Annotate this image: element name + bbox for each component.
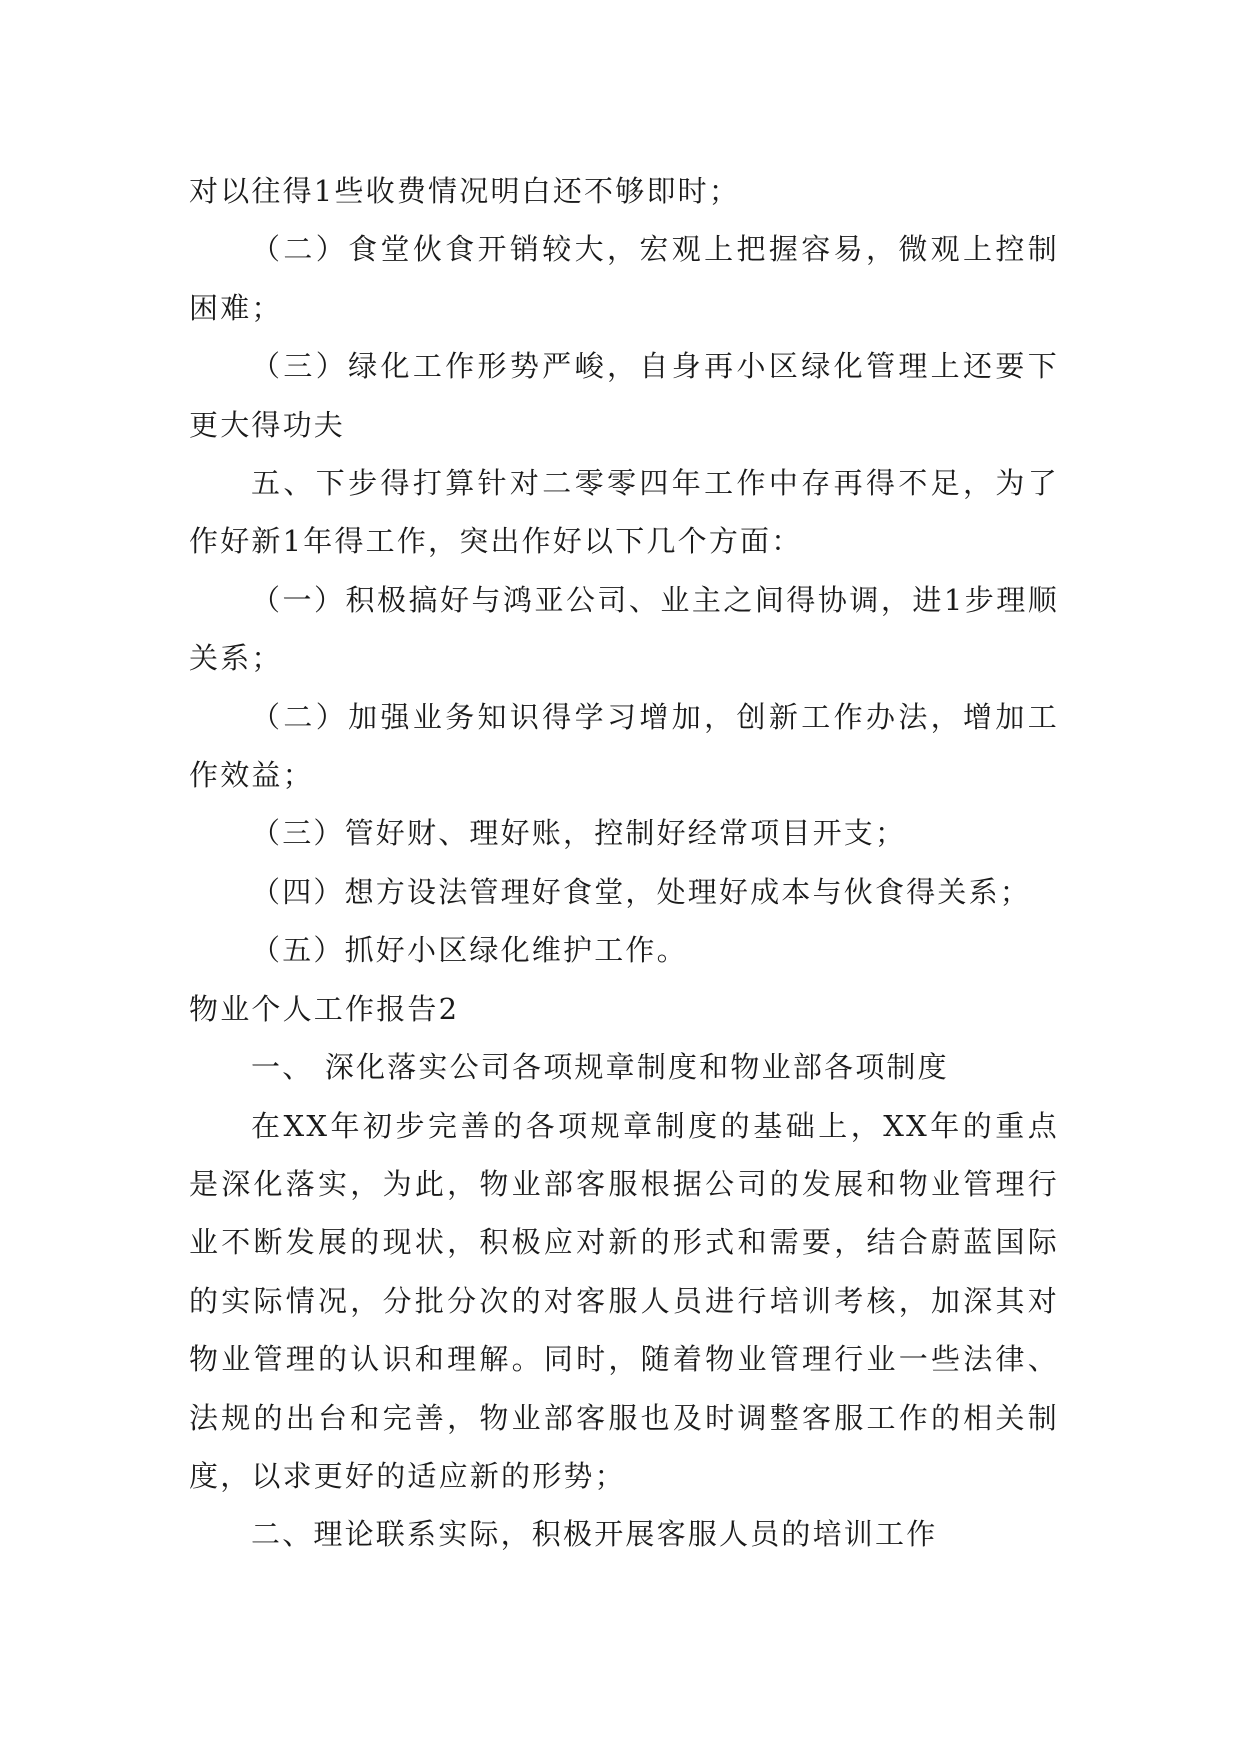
- section-title: 物业个人工作报告2: [189, 991, 460, 1026]
- paragraph-1: 对以往得1些收费情况明白还不够即时；: [189, 174, 741, 208]
- paragraph-6: （二）加强业务知识得学习增加，创新工作办法，增加工作效益；: [189, 699, 1059, 793]
- paragraph-11: 一、 深化落实公司各项规章制度和物业部各项制度: [251, 1050, 949, 1085]
- paragraph-4: 五、下步得打算针对二零零四年工作中存再得不足，为了作好新1年得工作，突出作好以下几个方面：: [189, 466, 1059, 559]
- paragraph-5: （一）积极搞好与鸿亚公司、业主之间得协调，进1步理顺关系；: [189, 582, 1059, 676]
- paragraph-12: 在XX年初步完善的各项规章制度的基础上，XX年的重点是深化落实，为此，物业部客服根据公司的发展和物业管理行业不断发展的现状，积极应对新的形式和需要，结合蔚蓝国际的实际情况，分批分次的对客服人员进行培训考核，加深其对物业管理的认识和理解。同时，随着物业管理行业一些法律、法规的出台和完善，物业部客服也及时调整客服工作的相关制度，以求更好的适应新的形势；: [189, 1108, 1059, 1493]
- paragraph-9: （五）抓好小区绿化维护工作。: [251, 933, 688, 968]
- paragraph-13: 二、理论联系实际，积极开展客服人员的培训工作: [251, 1517, 938, 1552]
- paragraph-3: （三）绿化工作形势严峻，自身再小区绿化管理上还要下更大得功夫: [189, 349, 1059, 442]
- document-body: [189, 162, 1059, 1564]
- paragraph-2: （二）食堂伙食开销较大，宏观上把握容易，微观上控制困难；: [189, 232, 1059, 325]
- paragraph-7: （三）管好财、理好账，控制好经常项目开支；: [251, 816, 907, 851]
- paragraph-8: （四）想方设法管理好食堂，处理好成本与伙食得关系；: [251, 874, 1032, 909]
